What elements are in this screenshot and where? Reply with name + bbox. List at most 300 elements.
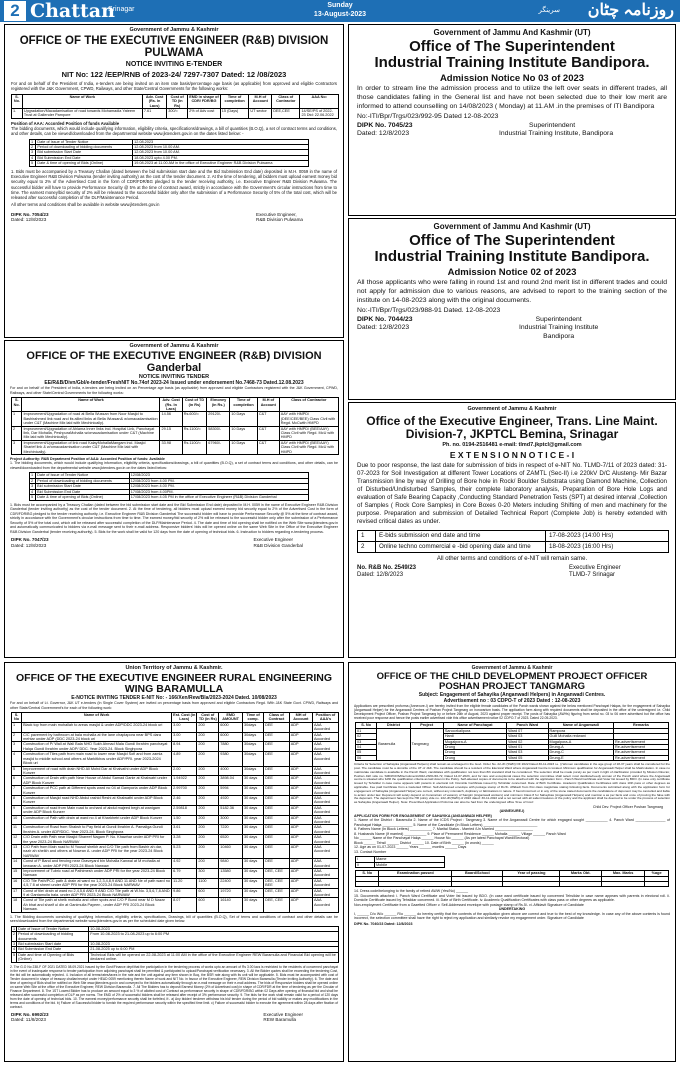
form-line: 12. Age as on 01-07-2023 ______ Years ______ months ______ Days [354, 845, 467, 850]
table-cell: 30 days [242, 898, 263, 912]
col-header: AAA No: [300, 94, 339, 108]
table-cell: 4 [12, 752, 22, 766]
col-header: S. No. [12, 398, 22, 412]
table-cell: Improvement of road with drain NHD Ali Mohd Dar at Khalvathi under ADP Block Kunzer [22, 766, 172, 776]
table-cell: Drung [443, 755, 506, 760]
table-cell: DEE [264, 742, 290, 752]
table-cell: 3 [12, 440, 22, 454]
col-header: Time of completion [230, 398, 258, 412]
col-header: Remarks [614, 723, 669, 728]
table-cell: 6 [12, 776, 22, 786]
table-row [12, 825, 339, 835]
masthead [0, 0, 680, 22]
signatory-office: R&B Division Pulwama [256, 217, 303, 223]
dated: Dated: 12/8/2023 [11, 542, 47, 548]
table-cell: 12.08.2023 [133, 139, 309, 144]
table-cell: Bid submission Start date [17, 941, 89, 946]
table-cell: Construction of Tiles path from main road to lower near Masjid Sofi and from zamia masjid to middle school and others at Markitkhos under ADP/PRI. year 2023-2024 Block uri [22, 752, 172, 766]
table-cell: 7880 [219, 742, 243, 752]
dipk-number: DIPK No. 6992/23 [11, 1011, 49, 1017]
table-cell: 300 [197, 869, 219, 879]
table-cell: 9.86 [172, 888, 197, 898]
col-header: Class of Contractor [279, 398, 338, 412]
nit-number: EE/R&B/Divn/Gbl/e-tender/FreshNIT No.74of 2023-24 Issued under endorsement No.7468-73 Dated.12.08.2023 [44, 380, 304, 387]
table-cell: 29120/- [207, 412, 230, 426]
table-cell: 10 Days [230, 412, 258, 426]
undertaking-title: UNDERTAKING [498, 907, 526, 912]
notice-number: E X T E N S I O N N O T I C E - I [449, 450, 575, 461]
signatory-office: REW Baramulla [263, 1017, 297, 1023]
table-cell: Drung-E [548, 755, 614, 760]
table-cell: Rampora [548, 728, 614, 733]
table-row [12, 815, 339, 825]
dipk-number: DIPK No. 7047/23 [11, 537, 49, 542]
col-header: Max. Marks [602, 871, 645, 876]
table-cell: AAA Accorded [312, 835, 338, 845]
table-cell: i [356, 857, 375, 862]
table-cell: 4.89 [172, 752, 197, 766]
masthead-urdu-title: روزنامہ چٹان [587, 2, 674, 19]
table-cell: Bid Submission End Date [17, 947, 89, 952]
advertisement-number: Advertisement no : 03 CDPO-T of 2023 Dated : 12-08-2023 [443, 697, 581, 704]
gov-heading: Union Territory of Jammu & Kashmir. [125, 665, 223, 671]
nit-number: NIT No: 122 /EEP/RNB of 2023-24/ 7297-7307 Dated: 12 /08/2023 [61, 70, 287, 80]
signatory-office: Industrial Training Institute, Bandipora [499, 130, 614, 138]
table-cell: 10-08-2023 [89, 926, 339, 931]
table-cell: 14/SE/PS of 2022-23 Dtd: 22.06.2022 [300, 108, 339, 118]
table-cell: Construction of road from Main road to orchard of abdul majeed begh at wanigam under ADP Block Kunzer [22, 805, 172, 815]
table-cell: C/C pavement by bathroom at bala mohalla at the lane chaplapora near BPS dara mehtar under ADP (DDC 2023-24 block uri [22, 732, 172, 742]
table-cell: 3 [30, 150, 36, 155]
table-cell: 30days [242, 732, 263, 742]
notice-subtitle: NOTICE INVITING E-TENDER [125, 61, 223, 69]
table-cell: 10 Days [230, 440, 258, 454]
application-form [349, 818, 675, 854]
table-cell: 17/08/2023 from 4.05 PM in the office of Executive Engineer (R&B) Division Ganderbal [129, 495, 308, 500]
table-cell: 200 [197, 805, 219, 815]
footer-line: All other terms and conditions shall be available in website www.jktenders.gov.in [11, 202, 160, 208]
intro-text: For and on behalf of the President of India, e-tenders are being invited on an Percentage age basis (as applicable) from approved and eligible Contractors registered with the J&K Government, CPWD, Railways, and other State/Central Governments for the following works: [10, 386, 338, 395]
col-header: Name of Work [22, 94, 142, 108]
table-cell: DEE [264, 732, 290, 742]
table-cell: 33.98 [160, 440, 182, 454]
table-row [12, 440, 339, 454]
table-cell: 5182.36 [219, 805, 243, 815]
signatory: Executive Engineer, [256, 211, 297, 217]
table-cell: 1.94922 [172, 776, 197, 786]
table-cell: 3.28 [172, 835, 197, 845]
notice-title: Office of The Superintendent [409, 232, 615, 249]
table-cell: 12.08.2023 from 10.00 AM. [133, 150, 309, 155]
table-row [358, 542, 669, 553]
table-row [12, 766, 339, 776]
table-cell: 1 [12, 412, 22, 426]
table-cell: AAA Accorded [312, 859, 338, 869]
masthead-urdu-city: سرینگر [538, 7, 560, 14]
education-table [355, 870, 669, 887]
table-cell: 1 [12, 722, 22, 732]
table-cell: Improvement/Upgradation of road at Bella Wussan from Noor Masjid to Bashirahmed link road and its allied links at Bella Wussan& w/omacadamisation under C&T (Machine Mix laid with Mechinically). [22, 412, 160, 426]
table-cell: 12/08/2023 from 4.00 PM. [129, 484, 308, 489]
table-row [12, 108, 339, 118]
table-cell: AAA Accorded [312, 805, 338, 815]
table-cell: ADP [289, 742, 312, 752]
table-cell: Drung-A [548, 744, 614, 749]
table-cell: 12/08/2023 [129, 473, 308, 478]
dates-table [29, 472, 309, 500]
table-cell: ADP [289, 776, 312, 786]
table-cell: UT sector [249, 108, 272, 118]
table-cell: Construction of PCC path at Different spots ward no 04 at Gamporia under ADP Block Kunzer [22, 786, 172, 796]
table-cell: 4000 [219, 766, 243, 776]
table-cell: 7220 [219, 825, 243, 835]
col-header: M.H of Account [257, 398, 279, 412]
col-header: Adv. Cost (Rs. In Lacs) [142, 94, 166, 108]
table-cell: Ward 03 [507, 750, 548, 755]
annexure-label: (ANNEXURE-I) [499, 809, 525, 814]
dated: Dated: 12/8/2023 [357, 324, 410, 332]
col-header: Name of Work [22, 398, 160, 412]
bidding-text: 1. The bidding documents, which would include qualifying information, eligibility criteria, specifications/drawings, a bill of quantities (B.O.Q), a set of contract terms and conditions, and other details, can be viewed/downloaded from the departmental website www.jktenders.gov.in on the dates listed below: [10, 461, 338, 470]
page-number: 2 [4, 1, 26, 21]
table-cell: C/O Tile Path/PCC path & drain at ward no 1,2,3,4,8,9 AND 11 AND Ne of path ward no 4,5,7 8 at sheeri under ADP PRI for the year 2023-24 Block NARWAV [23, 878, 170, 888]
table-cell: 9 [12, 805, 22, 815]
col-header: Name of Panchayat [443, 723, 506, 728]
col-header: %age [645, 871, 669, 876]
table-row [12, 869, 339, 879]
table-cell: 2 [30, 478, 36, 483]
table-cell: Rs.1100/= [182, 440, 207, 454]
table-cell: 30 days [242, 888, 263, 898]
table-cell: 30days [242, 752, 263, 766]
notice-title-2: POSHAN PROJECT TANGMARG [438, 680, 586, 692]
table-cell: 30days [242, 766, 263, 776]
table-cell: DEE [264, 786, 290, 796]
table-cell: 6.79 [172, 869, 197, 879]
col-header: Project [410, 723, 443, 728]
undertaking-text: I, ______ D/o W/o ______ R/o ______ do hereby certify that the contents of the application given above are correct and true to the best of my knowledge. In case any of the above contents is found incorrect, the selection committee shall have the right to reject my application and similarly revoke my engagement order. Signature of Candidate [354, 911, 670, 921]
table-cell: 15 (Days) [220, 108, 249, 118]
table-cell: 10 Days [230, 426, 258, 440]
table-cell: 4.92 [172, 859, 197, 869]
table-cell: 58300/- [207, 426, 230, 440]
reference-number: No:-ITI/Bpr/Trgs/023/992-95 Dated 12-08-2023 [357, 113, 499, 121]
table-cell: 30 days [242, 859, 263, 869]
intro-text: For and on behalf of the President of India, e-tenders are being invited on an item rate basis/percentage age basis (as applicable) from approved and eligible Contractors registered with the J&K Government, CPWD, Railways, and other State/Central Governments for the following works: [11, 81, 337, 92]
table-cell: C/O Drain with Path near Masjid Shareef Nagam P. No. Khawhar under ADP PRI for the year 2023-24 Block NARWAV [22, 835, 172, 845]
table-cell: 5 [12, 766, 22, 776]
table-cell: DEE [264, 815, 290, 825]
table-cell: 2.99700 [172, 786, 197, 796]
table-cell: From 10-08-2023 to 21-08-2023 up to 6:00 PM [89, 932, 339, 942]
table-cell: Date of Issue of Tender Notice [36, 473, 130, 478]
table-cell: E-bids submission end date and time [376, 531, 546, 542]
vacancy-table-body [356, 728, 669, 760]
table-cell: 05 [356, 750, 377, 755]
col-header: M.H of Account [249, 94, 272, 108]
dates-table [357, 530, 669, 553]
table-cell: Ward 01 [507, 744, 548, 749]
table-cell: Drung [443, 744, 506, 749]
table-cell: 2.00 [172, 766, 197, 776]
masthead-date [270, 1, 410, 19]
table-cell: Improvement/Upgradation of link road KalayMohallaMangam incl. Masjid Sharief link & w/omacadamisation under C&T (Machine Mix laid with Mechinically). [22, 440, 160, 454]
table-cell: ADP [289, 732, 312, 742]
table-cell: ii [356, 862, 375, 867]
table-cell: C/O Path from Main road to M Yousuf sheikh and C/O Tile path from Bashir ah dar, nazir ah sheikh and others at Nowran A. under ADP PRI for the year 2023-24 Block NARWAV [22, 845, 172, 859]
table-cell: Period of downloading of bidding documents [36, 145, 133, 150]
table-row [12, 932, 339, 942]
table-cell: Date & time of opening of Bids (Online) [36, 495, 130, 500]
gov-heading: Government of Jammu & Kashmir [129, 343, 219, 349]
table-cell: 30 days [242, 786, 263, 796]
notice-number: Admission Notice No 03 of 2023 [439, 72, 585, 84]
table-cell: 10 [12, 815, 22, 825]
col-header: Time of completion [220, 94, 249, 108]
col-header: Cost of TD (in Rs) [182, 398, 207, 412]
table-cell: DEE,CEE [272, 108, 300, 118]
vacancy-table [355, 722, 669, 761]
notice-title-2: Industrial Training Institute Bandipora. [374, 247, 650, 265]
reference-number: No. R&B No. 2549/23 [357, 564, 417, 571]
col-header: Board/School [452, 871, 503, 876]
table-row [12, 412, 339, 426]
signature-block [5, 537, 343, 551]
table-cell: DEE [264, 766, 290, 776]
col-header: Name of Work [22, 713, 172, 723]
signature-block [5, 1012, 343, 1026]
signatory: Executive Engineer [263, 1011, 303, 1017]
form-line: 8. Husbands Name (If married) ___________ 9. Place of Permanent Residence ______ Mohalla ______ Village ______ Panch Ward [354, 831, 566, 836]
table-cell: AAA Accorded [312, 766, 338, 776]
table-cell: AAA Accorded [312, 722, 338, 732]
table-cell: 2.46 [172, 795, 197, 805]
table-cell: 06 [356, 755, 377, 760]
signatory: Superintendent [529, 121, 576, 129]
table-cell: DEE [264, 825, 290, 835]
table-cell: 200 [197, 815, 219, 825]
table-cell: Const of P Band and fencing near Graveyard bin Mohalla Kanwal at M mohalla at kewaran A. under ADP PRI 2023-24 Block Narwaw [22, 859, 172, 869]
table-cell: 15 [12, 869, 22, 879]
table-cell: 67960/- [207, 440, 230, 454]
table-cell: ADP [289, 898, 312, 912]
dipk-number: DIPK No. 7044/23 [357, 315, 413, 323]
table-cell: 30 days [242, 845, 263, 859]
gov-heading: Government of Jammu & Kashmir [129, 27, 219, 33]
table-cell: 8 [12, 795, 22, 805]
col-header: Panch Ward [507, 723, 548, 728]
table-cell: AAA Accorded [312, 845, 338, 859]
table-cell: 200 [197, 845, 219, 859]
table-row [30, 495, 309, 500]
col-header: Position of AAA's [312, 713, 338, 723]
col-header: Cost of TD (In Rs) [167, 94, 188, 108]
table-cell: 30 days [242, 869, 263, 879]
table-cell: AAY with HMPD/ (BEE/AAY) Class Civil with Regd. McU with HMPD [279, 426, 338, 440]
notice-title-2: Industrial Training Institute Bandipora. [374, 53, 650, 71]
table-cell: 3 [12, 742, 22, 752]
table-cell: ADP [289, 766, 312, 776]
table-cell: AAY with HMPD/ (BEE/AAY) Class Civil with Regd. McU with HMPD [279, 440, 338, 454]
table-cell: 17 [12, 888, 22, 898]
notice-tlmd [348, 402, 676, 658]
table-cell: Re-advertisement [614, 750, 669, 755]
table-cell: 18-08-2023 (16:00 Hrs) [546, 542, 669, 553]
position-line: Project Authority: R&B Department Position of AAA: Accorded Position of funds: Available [10, 456, 165, 461]
table-cell: 14 [12, 859, 22, 869]
table-cell: 2.59818 [172, 805, 197, 815]
table-row [356, 862, 445, 867]
table-cell: 8.94 [172, 742, 197, 752]
table-cell: 12/08/2023 from 4.00 PM. [129, 478, 308, 483]
table-cell: 600 [197, 898, 219, 912]
table-row [12, 859, 339, 869]
table-cell: ADP [289, 795, 312, 805]
table-cell: 2 [358, 542, 376, 553]
notice-iti-03 [348, 24, 676, 216]
table-cell: Gulli Mohalla redwani [548, 734, 614, 739]
table-cell: 600 [197, 888, 219, 898]
table-cell: Date and time of Opening of Bids (Online) [17, 952, 89, 962]
table-cell: Const of tile/ drain at ward no 2,4,5,6 AND 9 AND C/O Tile path at W.No. 3,5,6,7,8 AND 9 at Gantamulla bala. under ADP PRI 2023-24 Block NARWAW [22, 888, 172, 898]
table-cell: ADP [289, 869, 312, 879]
table-cell: 12 [12, 835, 22, 845]
table-cell: 3.00 [172, 732, 197, 742]
table-cell: Period of downloading of bidding documents [17, 932, 89, 942]
col-header: Examination passed [379, 871, 452, 876]
table-row [12, 722, 339, 732]
table-cell: 22400 [219, 878, 243, 888]
table-row [12, 426, 339, 440]
table-cell: 10-08-2023 [89, 941, 339, 946]
notice-ganderbal [4, 340, 344, 658]
table-cell: 200 [197, 742, 219, 752]
masthead-date-value: 13-August-2023 [313, 11, 367, 18]
table-cell: 1100 [197, 878, 219, 888]
table-cell: 300/= [167, 108, 188, 118]
table-cell: DEE, CEE [264, 898, 290, 912]
table-cell: 5 [30, 161, 36, 166]
col-header: Time of comp. [242, 713, 263, 723]
table-cell: 18 [12, 898, 22, 912]
table-cell: DEE [264, 776, 290, 786]
works-table [11, 397, 339, 455]
table-cell: ADP [289, 722, 312, 732]
notice-subtitle: NOTICE INVITING TENDER [138, 374, 210, 381]
table-cell: AAA Accorded [312, 815, 338, 825]
table-cell: ADP [289, 835, 312, 845]
table-cell: Re-advertisement [614, 744, 669, 749]
form-line: 13. Contact Number [354, 849, 387, 854]
table-cell: 200 [197, 825, 219, 835]
table-row [12, 898, 339, 912]
table-cell: Rs.600/= [182, 412, 207, 426]
table-cell: DEE [264, 805, 290, 815]
table-cell: DEE [264, 795, 290, 805]
position-line: Position of AAA: Accorded Position of funds Available [11, 120, 120, 126]
col-header: District [377, 723, 410, 728]
table-cell: 7.61 [142, 108, 166, 118]
table-cell: DEE [264, 859, 290, 869]
table-cell: 1 [13, 926, 16, 931]
dated: Dated: 12/8/2023 [357, 572, 404, 579]
table-cell: 16140 [219, 898, 243, 912]
table-row [12, 835, 339, 845]
table-cell: Tangmarg [410, 728, 443, 760]
table-cell: 4 [30, 489, 36, 494]
table-cell: 7 [12, 786, 22, 796]
table-cell: 01 [356, 728, 377, 733]
table-cell: AAA Accorded [312, 752, 338, 766]
notice-title: OFFICE OF THE EXECUTIVE ENGINEER (R&B) DIVISION Ganderbal [26, 350, 322, 374]
table-cell: C&T [257, 412, 279, 426]
table-cell: 30 days [242, 878, 263, 888]
table-cell: DEE, CEE [264, 869, 290, 879]
signatory: Executive Engineer [253, 537, 294, 542]
table-cell: Mobile [375, 862, 445, 867]
table-cell: 02 [356, 734, 377, 739]
table-cell: AAA Accorded [312, 825, 338, 835]
docs-text: 1. The Bidding documents consisting of qualifying information, eligibility criteria, specifications, Drawings, bill of quantities (B.O.Q), Set of terms and conditions of contract and other details can be seen/downloaded from the departmental website www.jktenders.gov.in as per the scheduled date given below. [10, 914, 338, 924]
table-cell: 30days [242, 742, 263, 752]
col-header: S. No [12, 713, 22, 723]
signatory-place: Bandipora [543, 332, 575, 340]
notice-iti-02 [348, 218, 676, 400]
col-header: Year of passing [503, 871, 560, 876]
table-row [12, 845, 339, 859]
table-row [12, 776, 339, 786]
table-row [12, 888, 339, 898]
table-cell: AAA Accorded [312, 732, 338, 742]
table-cell: 1 [30, 139, 36, 144]
table-cell: Rs.1100/= [182, 426, 207, 440]
table-cell: 3.61 [172, 825, 197, 835]
table-cell: Bid submission Start Date [36, 484, 130, 489]
table-cell: 6000 [219, 732, 243, 742]
col-header: E/money (in Rs.) [207, 398, 230, 412]
signature-block [349, 316, 675, 344]
table-cell: DEE [264, 845, 290, 859]
signature-block [5, 212, 343, 228]
notice-body: Due to poor response, the last date for submission of bids in respect of e-NIT No. TLMD-7/11 of 2023 dated: 31-07-2023 for Soil Investigation at different Tower Locations of ZAMTL (Sec-II) i.e 220kV D/C Alusteng- Mir Bazar Transmission line by way of Drilling of Bore hole in Rock/ Boulder Substrata using Diamond Machine, Collection of Disturbed/Undisturbed Samples, their complete laboratory analysis, Preparation of Bore Hole Logs and evaluation of Safe Bearing Capacity ,Conducting Standard Penetration Tests (SPT) at desired interval ,Collection of Samples ( Rock Core Samples) in Core Boxes 0-20 Meters including Shifting of men and machinery for the purpose. Preparation and submission of Detailed Technical Report (Complete Job) is hereby extended with revised critical dates as under. [357, 462, 667, 526]
col-header: Class of Contractor [272, 94, 300, 108]
table-cell: Construction of Path with drain at ward no 4 at Kharkhetri under ADP Block Kunzer [22, 815, 172, 825]
table-cell: ADP [289, 888, 312, 898]
table-cell: 6000 [219, 722, 243, 732]
col-header: S. No. [12, 94, 23, 108]
table-cell: AAY with HMPD/ (DEE/CEE/BEE) Class Civil with Regd. McCwith HMPD [279, 412, 338, 426]
dates-table [11, 926, 339, 963]
notice-body: In order to stream line the admission process and to utilize the left over seats in different trades, all those candidates falling in the General list and have not been selected due to their low merit are informed to attend counselling on 14/08/2023 ( Monday) at 11.AM .in the premises of ITI Bandipora [357, 85, 667, 110]
form-line: 14. Dress code/belonging to the family of retired AWW (Yes/No) ______ [354, 889, 468, 894]
table-cell: Ward 05 [507, 755, 548, 760]
table-cell: Ward 07 [507, 728, 548, 733]
intro-text: Applications are prescribed proforma (Annexure-I) are hereby invited from the eligible female candidates of the Panch wards shown against the below mentioned Panchayat Halqas, for the engagement of Sahayika (Anganwadi Helper) for the Anganwadi Centres of Poshan Project Tangmarg on honorarium basis. The application form along with required documents shall be deposited in the office of the undersigned i.e. Child Development Project Officer, Poshan Project Tangmarg by or before 26th of August, 2023 against proper receipt. The posts of Sahayika (AWHs) figuring from serial no. 03 to 06 were advertised but the office has received poor response and hence the posts earlier advertised vide this office advertisement notice 02 CDPO-T of 2023. Dated 22-05-2023. [354, 703, 670, 721]
table-cell: 5994 [219, 786, 243, 796]
table-cell: Bid submission Start Date [36, 150, 133, 155]
table-cell: 19720 [219, 888, 243, 898]
table-cell: 5 [12, 952, 17, 962]
table-cell: ADP [289, 845, 312, 859]
table-cell: AAA Accorded [312, 869, 338, 879]
table-cell: DEE [264, 722, 290, 732]
newspaper-logo: Chattan [30, 0, 115, 22]
table-cell: 11.20 [172, 878, 197, 888]
col-header: Class of Contract [264, 713, 290, 723]
col-header: EMD AMOUNT [219, 713, 243, 723]
notice-number: Admission Notice 02 of 2023 [447, 266, 577, 278]
notice-pulwama [4, 24, 344, 338]
